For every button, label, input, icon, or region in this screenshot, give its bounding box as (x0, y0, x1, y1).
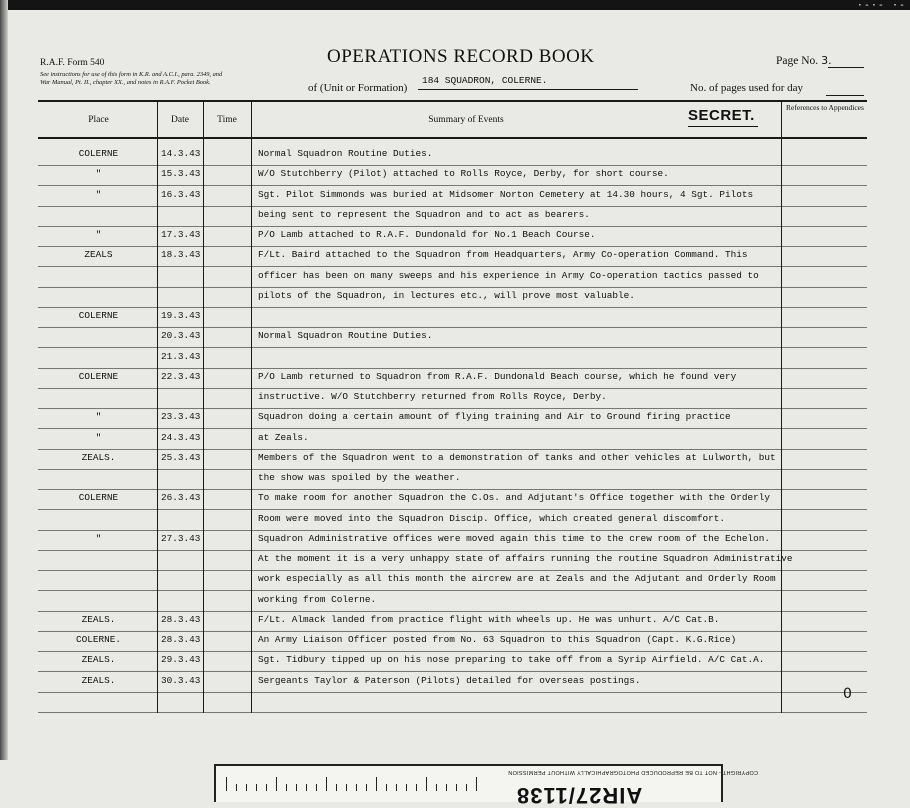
entry-place: ZEALS. (81, 674, 116, 686)
page-number-label: Page No. (776, 55, 819, 67)
entry-date: 28.3.43 (161, 613, 201, 625)
entry-summary-line: Sgt. Pilot Simmonds was buried at Midsomer Norton Cemetery at 14.30 hours, 4 Sgt. Pilots (258, 188, 754, 200)
entry-date: 20.3.43 (161, 330, 201, 342)
column-header-date: Date (171, 115, 189, 125)
entry-summary-line: Squadron Administrative offices were moved again this time to the crew room of the Echelon. (258, 532, 770, 544)
unit-value: 184 SQUADRON, COLERNE. (422, 75, 548, 86)
row-rule (38, 185, 867, 186)
entry-place: ZEALS. (81, 613, 116, 625)
entry-date: 30.3.43 (161, 674, 201, 686)
page-number (776, 54, 832, 67)
row-rule (38, 530, 867, 531)
secret-underline (688, 126, 758, 127)
row-rule (38, 388, 867, 389)
entry-summary-line: officer has been on many sweeps and his experience in Army Co-operation tactics passed to (258, 269, 759, 281)
entry-date: 23.3.43 (161, 411, 201, 423)
row-rule (38, 428, 867, 429)
entry-summary-line: Members of the Squadron went to a demonstration of tanks and other vehicles at Lulworth, but (258, 451, 776, 463)
row-rule (38, 631, 867, 632)
entry-place: " (95, 411, 102, 423)
page-number-value: 3. (821, 54, 832, 67)
entry-summary-line: at Zeals. (258, 431, 309, 443)
page-title: OPERATIONS RECORD BOOK (327, 46, 595, 67)
entry-date: 29.3.43 (161, 654, 201, 666)
entry-date: 18.3.43 (161, 249, 201, 261)
entry-place: COLERNE (78, 310, 119, 321)
row-rule (38, 671, 867, 672)
row-rule (38, 469, 867, 470)
entry-date: 24.3.43 (161, 431, 201, 443)
entry-date: 17.3.43 (161, 229, 201, 240)
entry-summary-line: W/O Stutchberry (Pilot) attached to Rolls Royce, Derby, for short course. (258, 168, 669, 180)
entry-place: COLERNE (78, 492, 119, 504)
entry-date: 27.3.43 (161, 532, 201, 544)
entry-summary-line: instructive. W/O Stutchberry returned from Rolls Royce, Derby. (258, 391, 607, 402)
entry-place: " (95, 229, 102, 240)
archive-reference: AIR27/1138 (516, 783, 643, 808)
entry-summary-line: An Army Liaison Officer posted from No. 63 Squadron to this Squadron (Capt. K.G.Rice) (258, 634, 737, 645)
entry-place: COLERNE (78, 370, 119, 382)
entry-date: 14.3.43 (161, 148, 201, 159)
row-rule (38, 611, 867, 612)
pages-used-label: No. of pages used for day (690, 82, 804, 94)
column-header-summary: Summary of Events (428, 115, 504, 125)
margin-mark: 0 (843, 686, 852, 702)
entry-summary-line: P/O Lamb attached to R.A.F. Dundonald for No.1 Beach Course. (258, 229, 596, 240)
row-rule (38, 266, 867, 267)
scan-corner-mark: ·-·- ·- (856, 0, 906, 11)
row-rule (38, 307, 867, 308)
row-rule (38, 590, 867, 591)
entry-date: 28.3.43 (161, 634, 201, 645)
entry-summary-line: Normal Squadron Routine Duties. (258, 330, 433, 342)
entry-summary-line: At the moment it is a very unhappy state of affairs running the routine Squadron Administrative (258, 553, 793, 564)
row-rule (38, 489, 867, 490)
entry-place: ZEALS (84, 249, 113, 261)
entry-date: 19.3.43 (161, 310, 201, 321)
entry-place: ZEALS. (81, 654, 116, 666)
secret-stamp: SECRET. (688, 107, 755, 124)
column-header-references: References to Appendices (786, 103, 864, 112)
copyright-notice: COPYRIGHT - NOT TO BE REPRODUCED PHOTOGRAPHICALLY WITHOUT PERMISSION (508, 769, 759, 775)
entry-place: " (95, 431, 102, 443)
entry-place: " (95, 532, 102, 544)
row-rule (38, 651, 867, 652)
row-rule (38, 347, 867, 348)
form-id: R.A.F. Form 540 (40, 58, 105, 68)
entry-summary-line: F/Lt. Baird attached to the Squadron from Headquarters, Army Co-operation Command. This (258, 249, 748, 261)
row-rule (38, 570, 867, 571)
row-rule (38, 368, 867, 369)
row-rule (38, 692, 867, 693)
entry-summary-line: To make room for another Squadron the C.Os. and Adjutant's Office together with the Orderly (258, 492, 770, 504)
entry-summary-line: being sent to represent the Squadron and to act as bearers. (258, 208, 590, 220)
entry-summary-line: working from Colerne. (258, 593, 377, 605)
archive-reference-strip (214, 764, 759, 808)
column-header-time: Time (217, 115, 237, 125)
unit-label: of (Unit or Formation) (308, 82, 408, 94)
row-rule (38, 287, 867, 288)
entry-summary-line: Squadron doing a certain amount of flying training and Air to Ground firing practice (258, 411, 731, 423)
row-rule (38, 550, 867, 551)
row-rule (38, 226, 867, 227)
entry-summary-line: Room were moved into the Squadron Discip. Office, which created general discomfort. (258, 512, 725, 524)
row-rule (38, 712, 867, 713)
entry-place: COLERNE. (75, 634, 121, 645)
entry-place: " (95, 188, 102, 200)
entry-date: 26.3.43 (161, 492, 201, 504)
entry-summary-line: F/Lt. Almack landed from practice flight with wheels up. He was unhurt. A/C Cat.B. (258, 613, 720, 625)
scan-border-left (0, 0, 8, 760)
entry-summary-line: pilots of the Squadron, in lectures etc., will prove most valuable. (258, 289, 635, 301)
row-rule (38, 408, 867, 409)
form-instructions-note: See instructions for use of this form in K.R. and A.C.I., para. 2349, and War Manual, Pt. II., chapter XX., and notes in R.A.F. Pocket Book. (40, 71, 223, 86)
entry-summary-line: Sergeants Taylor & Paterson (Pilots) detailed for overseas postings. (258, 674, 641, 686)
entry-summary-line: Sgt. Tidbury tipped up on his nose preparing to take off from a Syrip Airfield. A/C Cat.A. (258, 654, 765, 666)
entry-date: 22.3.43 (161, 370, 201, 382)
entry-date: 21.3.43 (161, 350, 201, 362)
ruler-scale (226, 775, 476, 791)
column-header-place: Place (88, 115, 109, 125)
table-header-rule (38, 137, 867, 139)
entry-place: " (95, 168, 102, 180)
entry-place: COLERNE (78, 148, 119, 159)
entry-summary-line: the show was spoiled by the weather. (258, 472, 461, 483)
entry-date: 25.3.43 (161, 451, 201, 463)
entry-summary-line: work especially as all this month the aircrew are at Zeals and the Adjutant and Orderly Room (258, 573, 776, 585)
row-rule (38, 246, 867, 247)
entry-date: 15.3.43 (161, 168, 201, 180)
entry-date: 16.3.43 (161, 188, 201, 200)
row-rule (38, 206, 867, 207)
scan-border-top (0, 0, 910, 10)
table-top-rule (38, 100, 867, 102)
row-rule (38, 327, 867, 328)
entry-summary-line: P/O Lamb returned to Squadron from R.A.F. Dundonald Beach course, which he found very (258, 370, 737, 382)
row-rule (38, 449, 867, 450)
row-rule (38, 509, 867, 510)
entry-summary-line: Normal Squadron Routine Duties. (258, 148, 433, 159)
row-rule (38, 165, 867, 166)
entry-place: ZEALS. (81, 451, 116, 463)
